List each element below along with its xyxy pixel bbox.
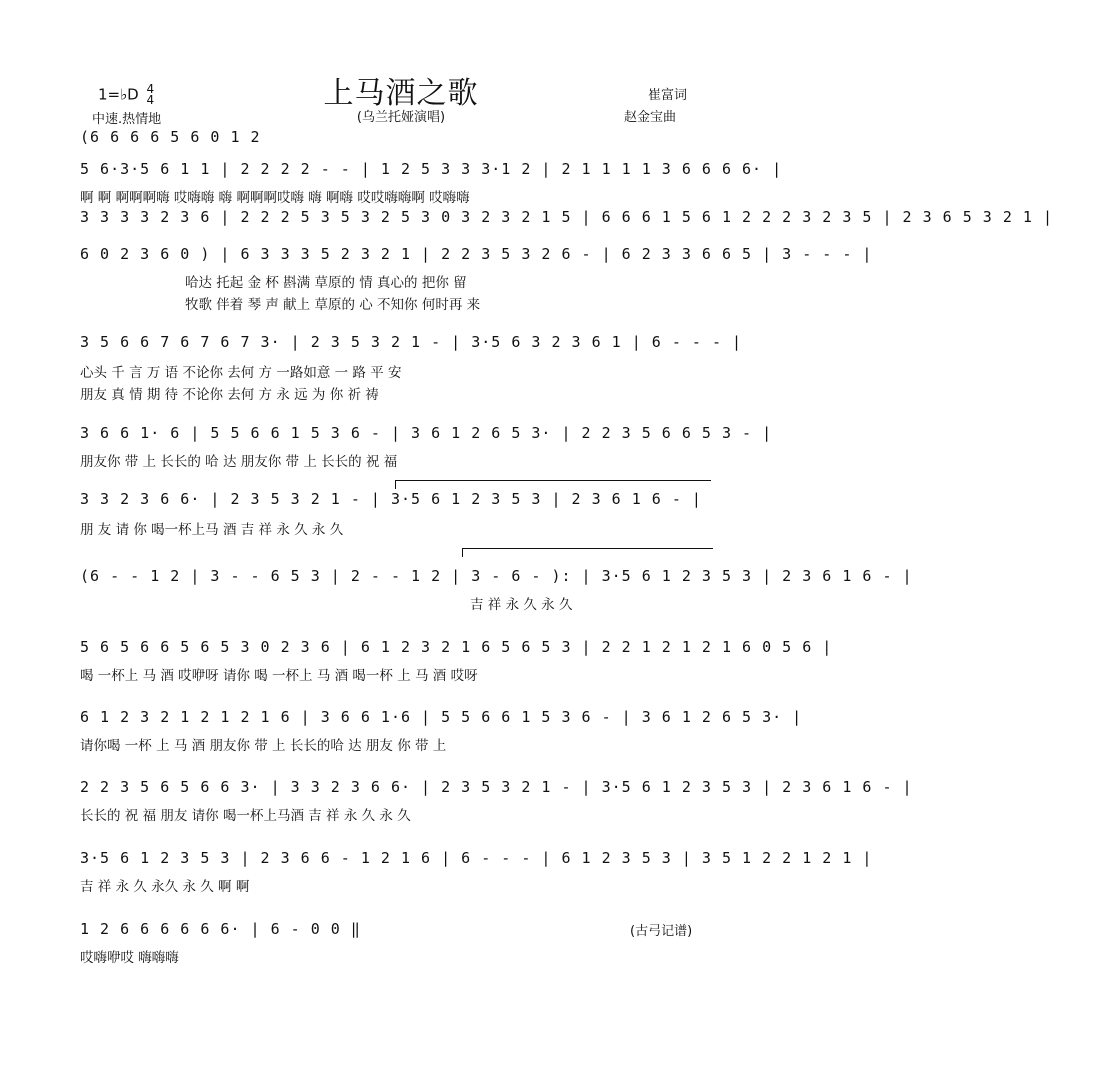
time-top: 4 [146, 82, 155, 96]
lyric-line: 朋 友 请 你 喝一杯上马 酒 吉 祥 永 久 永 久 [80, 522, 344, 538]
performer-note: (乌兰托娅演唱) [356, 110, 446, 125]
key-text: 1=♭D [98, 85, 139, 104]
lyric-line: 朋友你 带 上 长长的 哈 达 朋友你 带 上 长长的 祝 福 [80, 454, 398, 470]
lyric-line: 吉 祥 永 久 永 久 [470, 597, 573, 613]
lyric-line: 朋友 真 情 期 待 不论你 去何 方 永 远 为 你 祈 祷 [80, 387, 379, 403]
lyricist-credit: 崔富词 [648, 88, 688, 103]
notation-line: 3 5 6 6 7 6 7 6 7 3· | 2 3 5 3 2 1 - | 3·5 6 3 2 3 6 1 | 6 - - - | [80, 333, 743, 351]
lyric-line: 请你喝 一杯 上 马 酒 朋友你 带 上 长长的哈 达 朋友 你 带 上 [80, 738, 447, 754]
lyric-line: 牧歌 伴着 琴 声 献上 草原的 心 不知你 何时再 来 [185, 297, 481, 313]
lyric-line: 哈达 托起 金 杯 斟满 草原的 情 真心的 把你 留 [185, 275, 467, 291]
ending-bracket-2 [462, 548, 713, 557]
notation-line: 5 6·3·5 6 1 1 | 2 2 2 2 - - | 1 2 5 3 3 3·1 2 | 2 1 1 1 1 3 6 6 6 6· | [80, 160, 783, 178]
lyric-line: 吉 祥 永 久 永久 永 久 啊 啊 [80, 879, 250, 895]
notation-line: 3 6 6 1· 6 | 5 5 6 6 1 5 3 6 - | 3 6 1 2 6 5 3· | 2 2 3 5 6 6 5 3 - | [80, 424, 773, 442]
notation-line: 3 3 3 3 2 3 6 | 2 2 2 5 3 5 3 2 5 3 0 3 2 3 2 1 5 | 6 6 6 1 5 6 1 2 2 2 3 2 3 5 | 2 3 6 5 3 2 1 | [80, 208, 1053, 226]
notation-line: 2 2 3 5 6 5 6 6 3· | 3 3 2 3 6 6· | 2 3 5 3 2 1 - | 3·5 6 1 2 3 5 3 | 2 3 6 1 6 - | [80, 778, 913, 796]
notation-line: 6 1 2 3 2 1 2 1 2 1 6 | 3 6 6 1·6 | 5 5 6 6 1 5 3 6 - | 3 6 1 2 6 5 3· | [80, 708, 803, 726]
lyric-line: 啊 啊 啊啊啊嗨 哎嗨嗨 嗨 啊啊啊哎嗨 嗨 啊嗨 哎哎嗨嗨啊 哎嗨嗨 [80, 190, 470, 206]
notation-line: (6 6 6 6 5 6 0 1 2 [80, 128, 261, 146]
notation-line: 5 6 5 6 6 5 6 5 3 0 2 3 6 | 6 1 2 3 2 1 6 5 6 5 3 | 2 2 1 2 1 2 1 6 0 5 6 | [80, 638, 833, 656]
transcriber-credit: (古弓记谱) [630, 924, 693, 939]
lyric-line: 长长的 祝 福 朋友 请你 喝一杯上马酒 吉 祥 永 久 永 久 [80, 808, 411, 824]
notation-line: 3 3 2 3 6 6· | 2 3 5 3 2 1 - | 3·5 6 1 2 3 5 3 | 2 3 6 1 6 - | [80, 490, 702, 508]
lyric-line: 心头 千 言 万 语 不论你 去何 方 一路如意 一 路 平 安 [80, 365, 402, 381]
notation-line: 3·5 6 1 2 3 5 3 | 2 3 6 6 - 1 2 1 6 | 6 - - - | 6 1 2 3 5 3 | 3 5 1 2 2 1 2 1 | [80, 849, 873, 867]
composer-credit: 赵金宝曲 [624, 110, 677, 125]
lyric-line: 喝 一杯上 马 酒 哎咿呀 请你 喝 一杯上 马 酒 喝一杯 上 马 酒 哎呀 [80, 668, 478, 684]
tempo-marking: 中速.热情地 [92, 112, 162, 127]
ending-bracket-1 [395, 480, 711, 489]
notation-line: 6 0 2 3 6 0 ) | 6 3 3 3 5 2 3 2 1 | 2 2 3 5 3 2 6 - | 6 2 3 3 6 6 5 | 3 - - - | [80, 245, 873, 263]
song-title: 上马酒之歌 [323, 76, 479, 111]
time-bottom: 4 [146, 93, 155, 107]
notation-line: 1 2 6 6 6 6 6 6· | 6 - 0 0 ‖ [80, 920, 361, 938]
notation-line: (6 - - 1 2 | 3 - - 6 5 3 | 2 - - 1 2 | 3 - 6 - ): | 3·5 6 1 2 3 5 3 | 2 3 6 1 6 - | [80, 567, 913, 585]
lyric-line: 哎嗨咿哎 嗨嗨嗨 [80, 950, 179, 966]
